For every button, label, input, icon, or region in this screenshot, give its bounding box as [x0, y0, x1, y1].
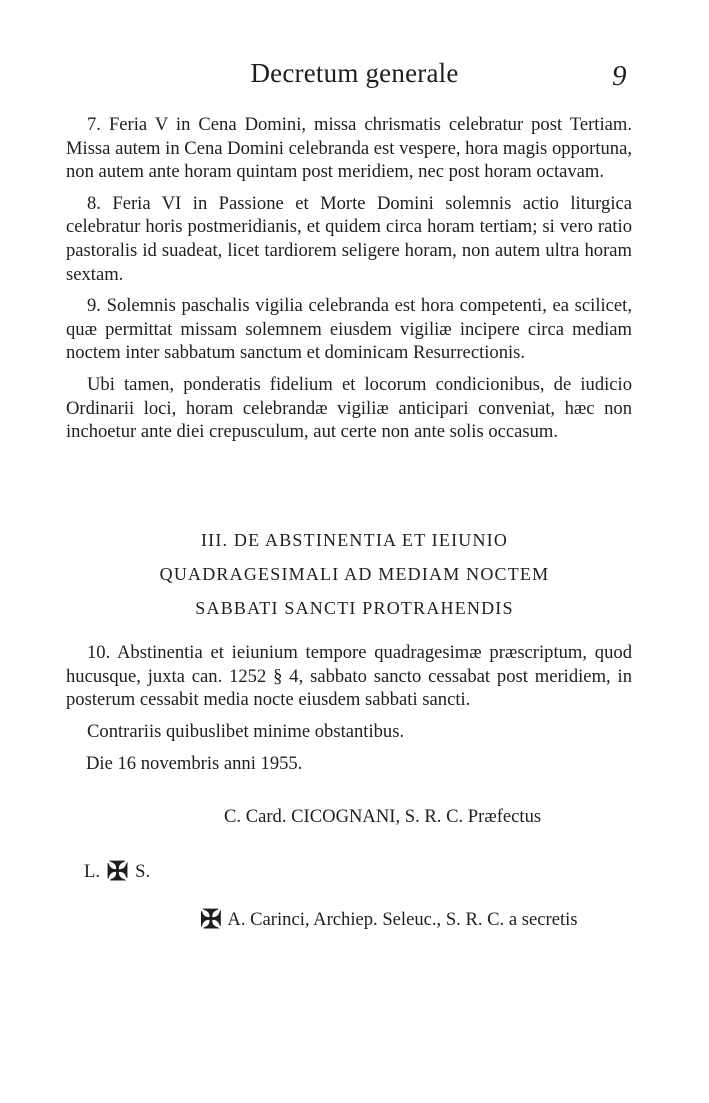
paragraph-7: 7. Feria V in Cena Domini, missa chrismatis celebratur post Tertiam. Missa autem in Cena Domini celebranda est vespere, hora magis opportuna, non autem ante horam quintam post meridiem, nec post horam octavam. [66, 114, 632, 183]
running-head-title: Decretum generale [250, 58, 459, 88]
body-section-1 [66, 113, 632, 452]
paragraph-10: 10. Abstinentia et ieiunium tempore quadragesimæ præscriptum, quod hucusque, juxta can. 1252 § 4, sabbato sancto cessabat post meridiem, in posterum cessabit media nocte eiusdem sabbati sancti. [66, 642, 632, 711]
section-heading-line-1: III. DE ABSTINENTIA ET IEIUNIO [200, 530, 509, 550]
paragraph-ubi-tamen: Ubi tamen, ponderatis fidelium et locorum condicionibus, de iudicio Ordinarii loci, horam celebrandæ vigiliæ anticipari conveniat, hæc non inchoetur ante diei crepusculum, aut certe non ante solis occasum. [66, 373, 632, 443]
page-number: 9 [612, 60, 627, 92]
paragraph-9: 9. Solemnis paschalis vigilia celebranda est hora competenti, ea scilicet, quæ permittat missam solemnem eiusdem vigiliæ incipere circa mediam noctem inter sabbatum sanctum et dominicam Resurrectionis. [66, 295, 632, 364]
cross-icon: ✠ [106, 857, 129, 886]
paragraph-8: 8. Feria VI in Passione et Morte Domini solemnis actio liturgica celebratur horis postmeridianis, et quidem circa horam tertiam; si vero ratio pastoralis id suadeat, licet tardiorem seligere horam, non autem ultra horam sextam. [66, 192, 632, 285]
seal-left-letter: L. [84, 861, 101, 882]
seal-right-letter: S. [135, 861, 151, 882]
section-heading [0, 523, 709, 625]
date-line: Die 16 novembris anni 1955. [86, 753, 303, 774]
cross-icon: ✠ [200, 905, 222, 934]
signature-secretary [198, 905, 578, 935]
signature-prefect: C. Card. CICOGNANI, S. R. C. Præfectus [224, 806, 542, 827]
paragraph-contrariis: Contrariis quibuslibet minime obstantibus. [87, 720, 405, 742]
section-heading-line-2: QUADRAGESIMALI AD MEDIAM NOCTEM [159, 564, 550, 584]
section-heading-line-3: SABBATI SANCTI PROTRAHENDIS [195, 598, 514, 618]
body-section-2 [66, 641, 632, 751]
signature-secretary-text: A. Carinci, Archiep. Seleuc., S. R. C. a secretis [227, 909, 578, 930]
seal-mark [84, 857, 150, 887]
